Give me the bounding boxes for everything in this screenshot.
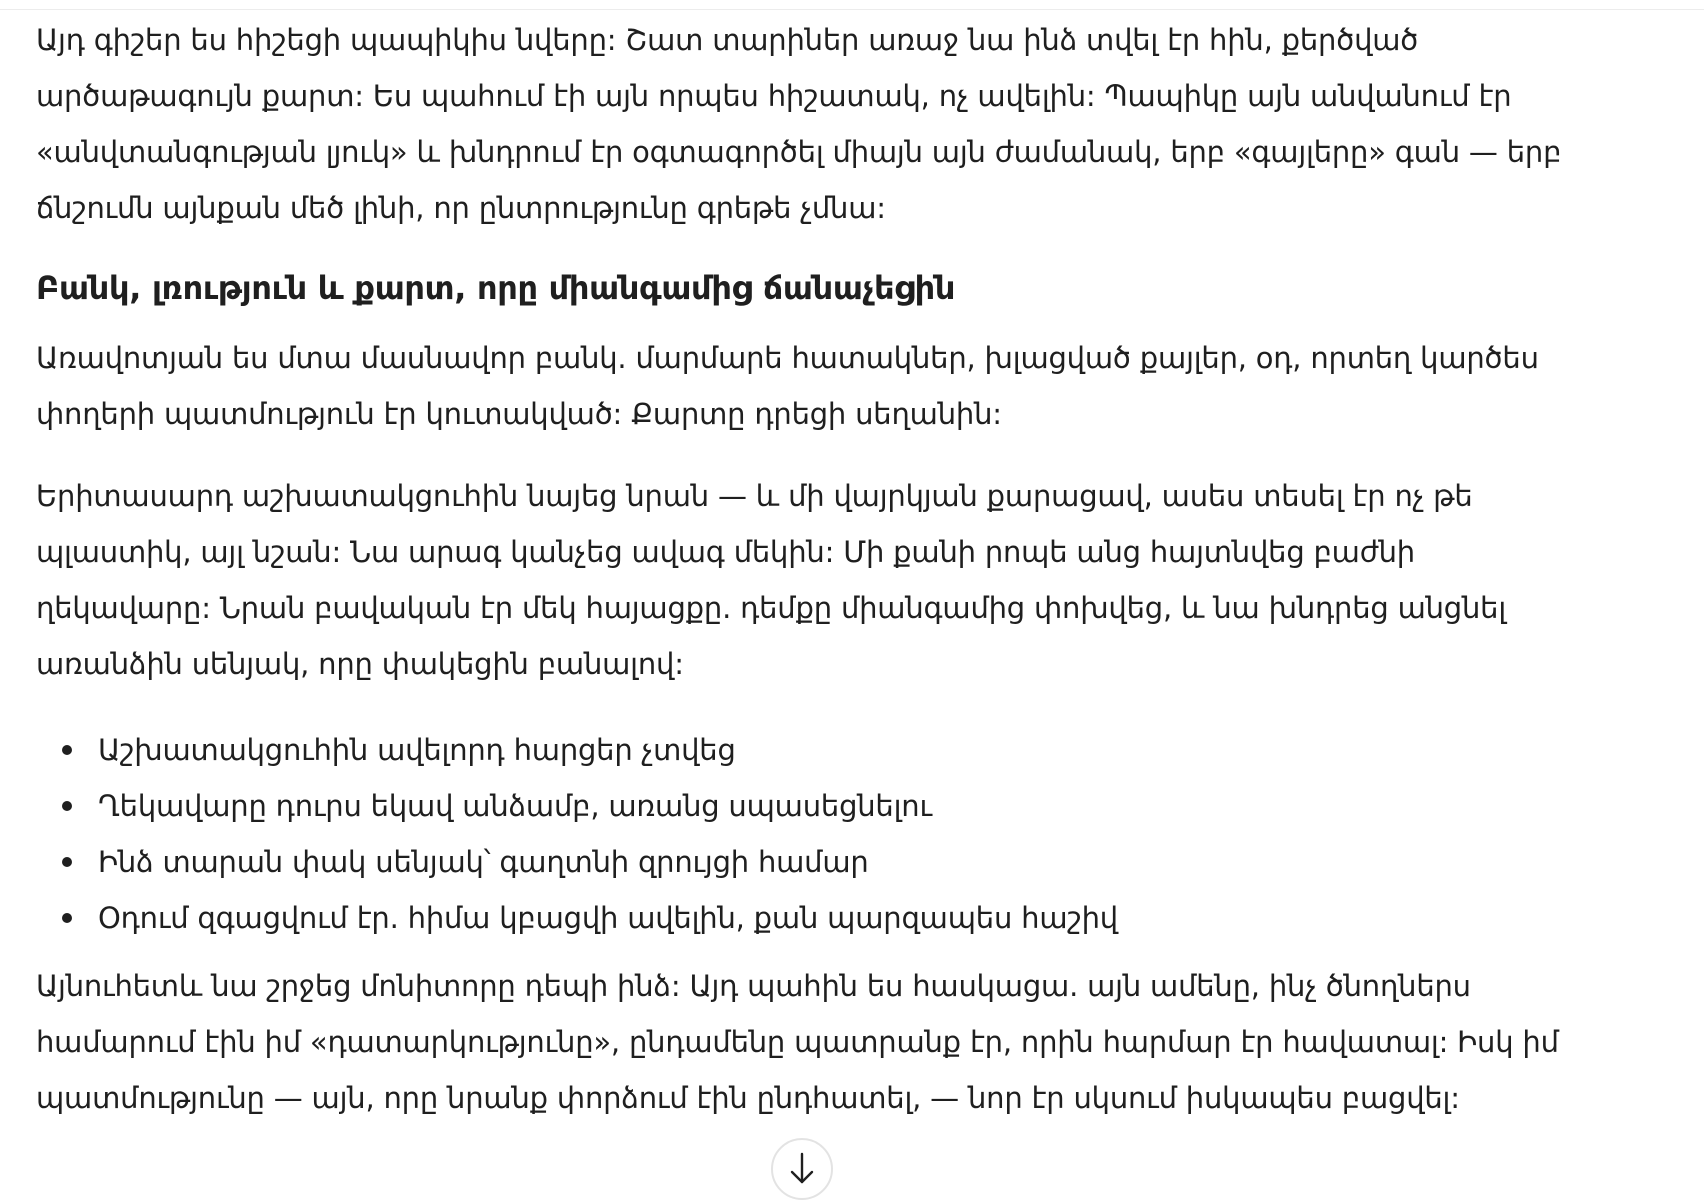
scroll-to-bottom-button[interactable] [771,1138,833,1200]
bullet-list [36,722,1596,946]
arrow-down-icon [790,1152,814,1186]
bullet-icon [62,745,72,755]
bullet-icon [62,857,72,867]
bullet-icon [62,801,72,811]
paragraph-final: Այնուհետև նա շրջեց մոնիտորը դեպի ինձ: Այդ պահին ես հասկացա. այն ամենը, ինչ ծնողներս համարում էին իմ «դատարկությունը», ընդամենը պատրանք էր, որին հարմար էր հավատալ: Իսկ իմ պատմությունը — այն, որը նրանք փորձում էին ընդհատել, — նոր էր սկսում իսկապես բացվել: [36,969,1559,1115]
list-item-text: Օդում զգացվում էր. հիմա կբացվի ավելին, քան պարզապես հաշիվ [98,901,1118,935]
list-item [98,722,1596,778]
list-item [98,890,1596,946]
list-item [98,834,1596,890]
list-item-text: Աշխատակցուհին ավելորդ հարցեր չտվեց [98,733,736,767]
paragraph-employee: Երիտասարդ աշխատակցուհին նայեց նրան — և մի վայրկյան քարացավ, ասես տեսել էր ոչ թե պլաստիկ, այլ նշան: Նա արագ կանչեց ավագ մեկին: Մի քանի րոպե անց հայտնվեց բաժնի ղեկավարը: Նրան բավական էր մեկ հայացքը. դեմքը միանգամից փոխվեց, և նա խնդրեց անցնել առանձին սենյակ, որը փակեցին բանալով: [36,479,1506,681]
section-heading: Բանկ, լռություն և քարտ, որը միանգամից ճանաչեցին [36,269,956,307]
article-body [36,12,1596,1142]
top-divider [0,0,1704,10]
list-item-text: Ինձ տարան փակ սենյակ՝ գաղտնի զրույցի համար [98,845,869,879]
paragraph-intro: Այդ գիշեր ես հիշեցի պապիկիս նվերը: Շատ տարիներ առաջ նա ինձ տվել էր հին, քերծված արծաթագույն քարտ: Ես պահում էի այն որպես հիշատակ, ոչ ավելին: Պապիկը այն անվանում էր «անվտանգության լյուկ» և խնդրում էր օգտագործել միայն այն ժամանակ, երբ «գայլերը» գան — երբ ճնշումն այնքան մեծ լինի, որ ընտրությունը գրեթե չմնա: [36,23,1562,225]
bullet-icon [62,913,72,923]
paragraph-bank: Առավոտյան ես մտա մասնավոր բանկ. մարմարե հատակներ, խլացված քայլեր, օդ, որտեղ կարծես փողերի պատմություն էր կուտակված: Քարտը դրեցի սեղանին: [36,341,1539,431]
list-item-text: Ղեկավարը դուրս եկավ անձամբ, առանց սպասեցնելու [98,789,932,823]
list-item [98,778,1596,834]
